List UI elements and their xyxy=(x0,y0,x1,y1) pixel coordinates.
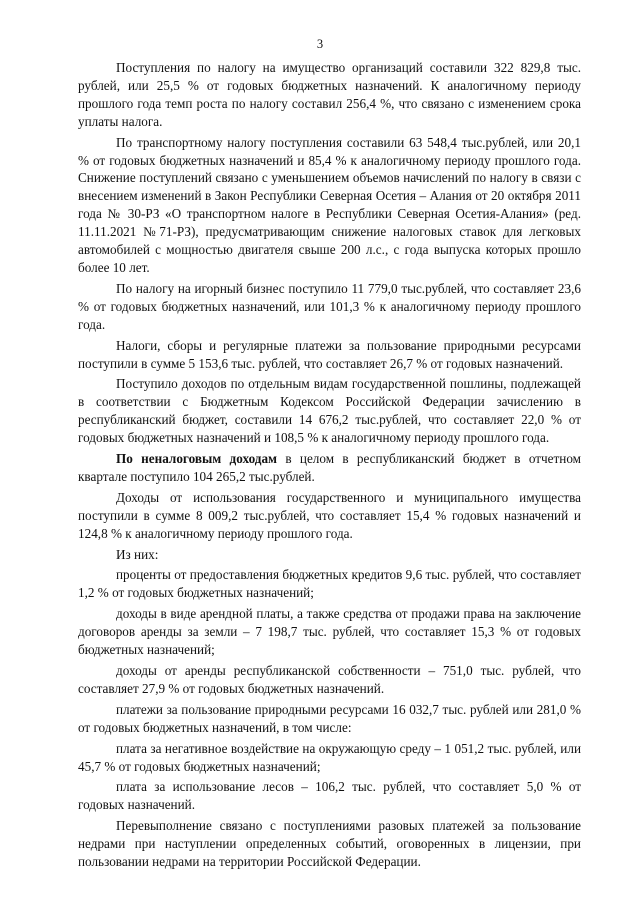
paragraph-resource-payments: платежи за пользование природными ресурсами 16 032,7 тыс. рублей или 281,0 % от годовых бюджетных назначений, в том числе: xyxy=(78,701,581,735)
paragraph-overfulfillment: Перевыполнение связано с поступлениями разовых платежей за пользование недрами при наступлении определенных событий, оговоренных в лицензии, при пользовании недрами на территории Российской Федерации. xyxy=(78,818,581,870)
paragraph-transport-tax: По транспортному налогу поступления составили 63 548,4 тыс.рублей, или 20,1 % от годовых бюджетных назначений и 85,4 % к аналогичному периоду прошлого года. Снижение поступлений связано с уменьшением объемов начислений по налогу в связи с внесением изменений в Закон Республики Северная Осетия – Алания от 20 октября 2011 года № 30-РЗ «О транспортном налоге в Республики Северная Осетия-Алания» (ред. 11.11.2021 №71-РЗ), предусматривающим снижение налоговых ставок для легковых автомобилей с мощностью двигателя свыше 200 л.с., с года выпуска которых прошло более 10 лет. xyxy=(78,134,581,275)
paragraph-property-rent: доходы от аренды республиканской собственности – 751,0 тыс. рублей, что составляет 27,9 % от годовых бюджетных назначений. xyxy=(78,663,581,696)
non-tax-income-text: в целом в республиканский бюджет в отчетном квартале поступило 104 265,2 тыс.рублей. xyxy=(78,451,582,484)
paragraph-state-duty: Поступило доходов по отдельным видам государственной пошлины, подлежащей в соответствии с Бюджетным Кодексом Российской Федерации зачислению в республиканский бюджет, составили 14 676,2 тыс.рублей, что составляет 22,0 % от годовых бюджетных назначений и 108,5 % к аналогичному периоду прошлого года. xyxy=(78,376,581,446)
paragraph-non-tax-income xyxy=(78,450,581,486)
document-body xyxy=(78,59,581,874)
paragraph-environmental-fee: плата за негативное воздействие на окружающую среду – 1 051,2 тыс. рублей, или 45,7 % от годовых бюджетных назначений; xyxy=(78,740,581,774)
paragraph-property-use-income: Доходы от использования государственного и муниципального имущества поступили в сумме 8 009,2 тыс.рублей, что составляет 15,4 % годовых назначений и 124,8 % к аналогичному периоду прошлого года. xyxy=(78,489,581,541)
paragraph-of-them: Из них: xyxy=(116,546,159,562)
paragraph-land-rent: доходы в виде арендной платы, а также средства от продажи права на заключение договоров аренды за земли – 7 198,7 тыс. рублей, что составляет 15,3 % от годовых бюджетных назначений; xyxy=(78,606,581,658)
page-number: 3 xyxy=(316,37,324,51)
paragraph-natural-resources: Налоги, сборы и регулярные платежи за пользование природными ресурсами поступили в сумме 5 153,6 тыс. рублей, что составляет 26,7 % от годовых назначений. xyxy=(78,337,581,371)
non-tax-income-heading: По неналоговым доходам xyxy=(116,451,278,467)
paragraph-forest-fee: плата за использование лесов – 106,2 тыс. рублей, что составляет 5,0 % от годовых назначений. xyxy=(78,779,581,813)
paragraph-loan-interest: проценты от предоставления бюджетных кредитов 9,6 тыс. рублей, что составляет 1,2 % от годовых бюджетных назначений; xyxy=(78,567,581,601)
paragraph-property-tax: Поступления по налогу на имущество организаций составили 322 829,8 тыс. рублей, или 25,5 % от годовых бюджетных назначений. К аналогичному периоду прошлого года темп роста по налогу составил 256,4 %, что связано с изменением срока уплаты налога. xyxy=(78,60,581,129)
paragraph-gambling-tax: По налогу на игорный бизнес поступило 11 779,0 тыс.рублей, что составляет 23,6 % от годовых бюджетных назначений, или 101,3 % к аналогичному периоду прошлого года. xyxy=(78,280,581,332)
